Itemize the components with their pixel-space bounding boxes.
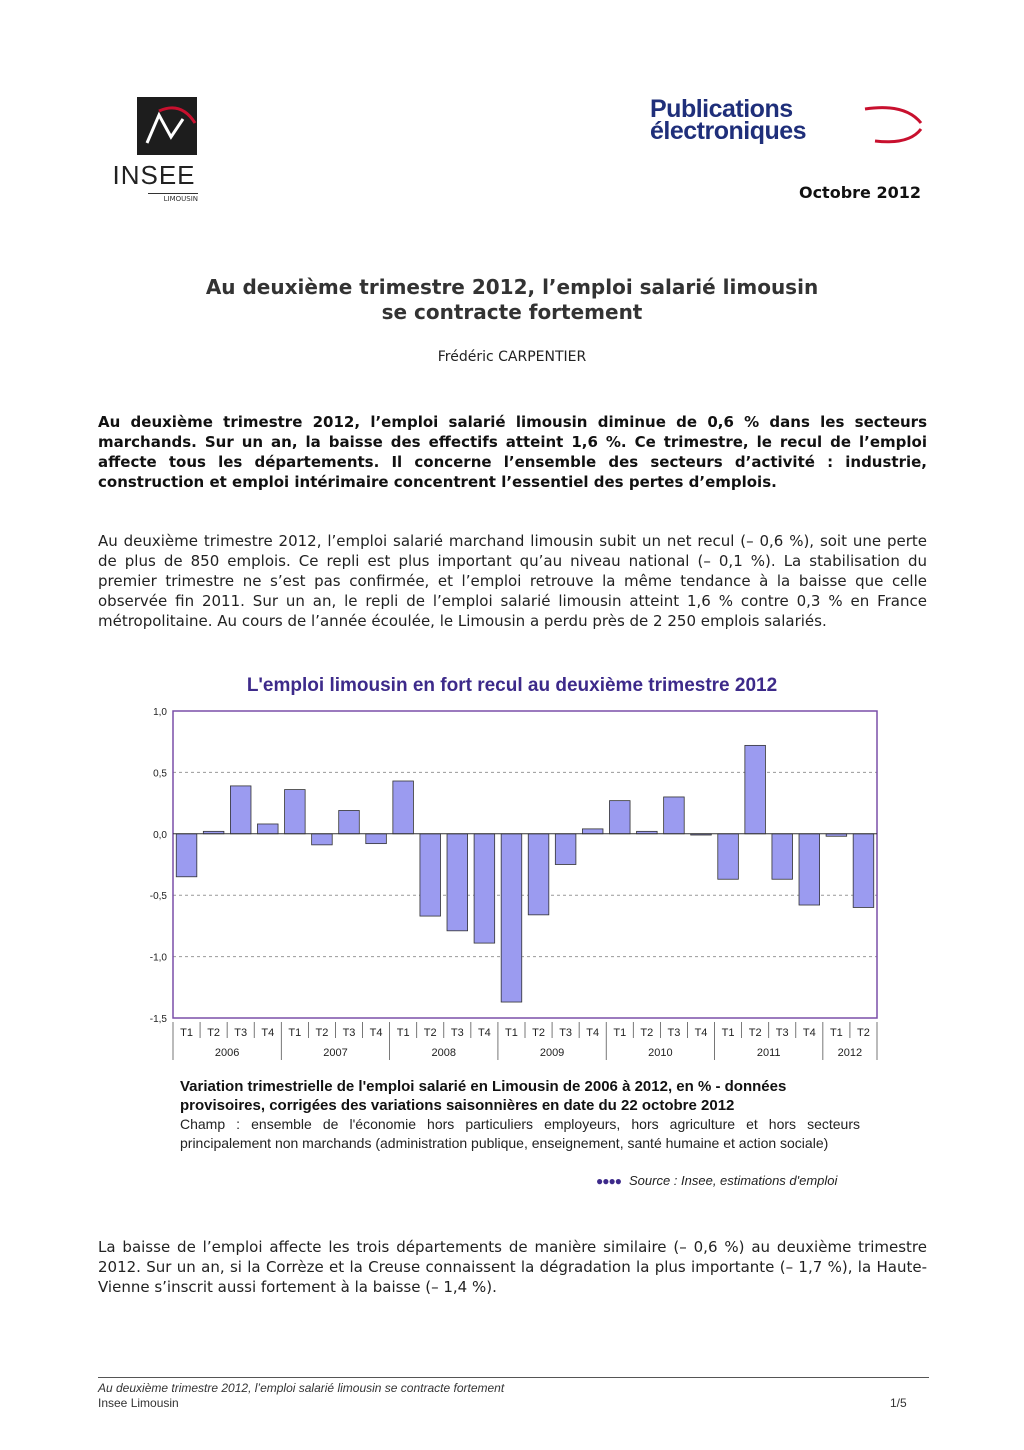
page-number: 1/5	[890, 1396, 907, 1410]
x-tick-label: T4	[369, 1027, 383, 1039]
chart-source	[596, 1173, 837, 1188]
chart-caption-title: Variation trimestrielle de l'emploi salarié en Limousin de 2006 à 2012, en % - données provisoires, corrigées des variations saisonnières en date du 22 octobre 2012	[180, 1078, 787, 1114]
page-title-line2: se contracte fortement	[381, 300, 643, 324]
bar	[745, 745, 766, 833]
x-tick-label: T3	[667, 1027, 681, 1039]
lead-paragraph: Au deuxième trimestre 2012, l’emploi salarié limousin diminue de 0,6 % dans les secteurs marchands. Sur un an, la baisse des effectifs atteint 1,6 %. Ce trimestre, le recul de l’emploi affecte tous les départements. Il concerne l’ensemble des secteurs d’activité : industrie, construction et emploi intérimaire concentrent l’essentiel des pertes d’emplois.	[98, 413, 927, 491]
bar	[257, 824, 278, 834]
publications-swoosh-icon	[835, 101, 925, 147]
x-tick-label: T2	[315, 1027, 329, 1039]
footer-divider	[98, 1377, 929, 1378]
body-paragraph-2: La baisse de l’emploi affecte les trois départements de manière similaire (– 0,6 %) au deuxième trimestre 2012. Sur un an, si la Corrèze et la Creuse connaissent la dégradation la plus importante (– 1,7 %), la Haute-Vienne s’inscrit aussi fortement à la baisse (– 1,4 %).	[98, 1238, 927, 1296]
year-label: 2009	[539, 1047, 565, 1059]
year-label: 2008	[431, 1047, 457, 1059]
publications-logo-line1: Publications	[650, 95, 793, 123]
x-tick-label: T3	[775, 1027, 789, 1039]
employment-bar-chart	[0, 700, 1024, 1070]
x-tick-label: T2	[640, 1027, 654, 1039]
publication-date: Octobre 2012	[798, 183, 921, 202]
bar	[718, 834, 739, 879]
footer-title: Au deuxième trimestre 2012, l’emploi salarié limousin se contracte fortement	[98, 1381, 505, 1395]
plot-frame	[173, 711, 877, 1018]
y-tick-label: 0,0	[153, 829, 167, 841]
bar	[312, 834, 333, 845]
page-title-line1: Au deuxième trimestre 2012, l’emploi salarié limousin	[205, 275, 819, 299]
x-tick-label: T2	[423, 1027, 437, 1039]
y-tick-label: 0,5	[153, 768, 167, 780]
insee-logo-text: INSEE	[112, 160, 196, 190]
chart-title: L'emploi limousin en fort recul au deuxième trimestre 2012	[246, 675, 778, 696]
x-tick-label: T1	[829, 1027, 843, 1039]
x-tick-label: T3	[234, 1027, 248, 1039]
bar	[501, 834, 522, 1002]
bar	[230, 786, 251, 834]
bar	[447, 834, 468, 931]
x-tick-label: T4	[261, 1027, 275, 1039]
bar	[474, 834, 495, 943]
chart-source-text: Source : Insee, estimations d'emploi	[629, 1173, 838, 1188]
x-tick-label: T2	[532, 1027, 545, 1039]
x-tick-label: T4	[586, 1027, 600, 1039]
year-label: 2010	[648, 1047, 673, 1059]
bar	[609, 801, 630, 834]
bar	[285, 790, 306, 834]
x-tick-label: T2	[857, 1027, 870, 1039]
x-tick-label: T1	[180, 1027, 193, 1039]
y-tick-label: 1,0	[153, 707, 167, 718]
bar	[420, 834, 441, 916]
source-dots-icon: ●●●●	[596, 1174, 621, 1188]
x-tick-label: T3	[559, 1027, 573, 1039]
page-title	[100, 275, 924, 325]
y-tick-label: -0,5	[149, 891, 167, 903]
year-label: 2007	[323, 1047, 348, 1059]
x-tick-label: T1	[721, 1027, 735, 1039]
x-tick-label: T2	[748, 1027, 762, 1039]
x-tick-label: T4	[694, 1027, 708, 1039]
year-label: 2011	[756, 1047, 781, 1059]
bar	[555, 834, 576, 865]
bar	[799, 834, 820, 905]
year-label: 2006	[214, 1047, 240, 1059]
bar	[528, 834, 549, 915]
y-tick-label: -1,0	[149, 952, 167, 964]
publications-logo-line2: électroniques	[650, 117, 807, 145]
x-tick-label: T1	[505, 1027, 518, 1039]
insee-logo-subtext: LIMOUSIN	[148, 193, 198, 203]
x-tick-label: T3	[342, 1027, 356, 1039]
bar	[853, 834, 874, 908]
bar	[339, 810, 360, 833]
chart-caption-scope: Champ : ensemble de l'économie hors particuliers employeurs, hors agriculture et hors secteurs principalement non marchands (administration publique, enseignement, santé humaine et action sociale)	[180, 1116, 860, 1151]
body-paragraph-1: Au deuxième trimestre 2012, l’emploi salarié marchand limousin subit un net recul (– 0,6 %), soit une perte de plus de 850 emplois. Ce repli est plus important qu’au niveau national (– 0,1 %). La stabilisation du premier trimestre ne s’est pas confirmée, et l’emploi retrouve la même tendance à la baisse que celle observée fin 2011. Sur un an, le repli de l’emploi salarié limousin atteint 1,6 % contre 0,3 % en France métropolitaine. Au cours de l’année écoulée, le Limousin a perdu près de 2 250 emplois salariés.	[98, 532, 927, 630]
bar	[664, 797, 685, 834]
author: Frédéric CARPENTIER	[437, 349, 587, 365]
x-tick-label: T1	[613, 1027, 627, 1039]
bar	[176, 834, 197, 877]
bar	[582, 829, 603, 834]
year-label: 2012	[837, 1047, 863, 1059]
y-tick-label: -1,5	[149, 1014, 167, 1025]
bar	[366, 834, 387, 844]
footer-organization: Insee Limousin	[98, 1396, 179, 1410]
x-tick-label: T3	[450, 1027, 464, 1039]
bar	[393, 781, 414, 834]
x-tick-label: T1	[288, 1027, 302, 1039]
insee-logo-icon	[137, 97, 197, 155]
x-tick-label: T2	[207, 1027, 221, 1039]
x-tick-label: T1	[396, 1027, 410, 1039]
chart-caption	[180, 1077, 860, 1153]
bar	[772, 834, 793, 879]
x-tick-label: T4	[477, 1027, 491, 1039]
x-tick-label: T4	[802, 1027, 816, 1039]
